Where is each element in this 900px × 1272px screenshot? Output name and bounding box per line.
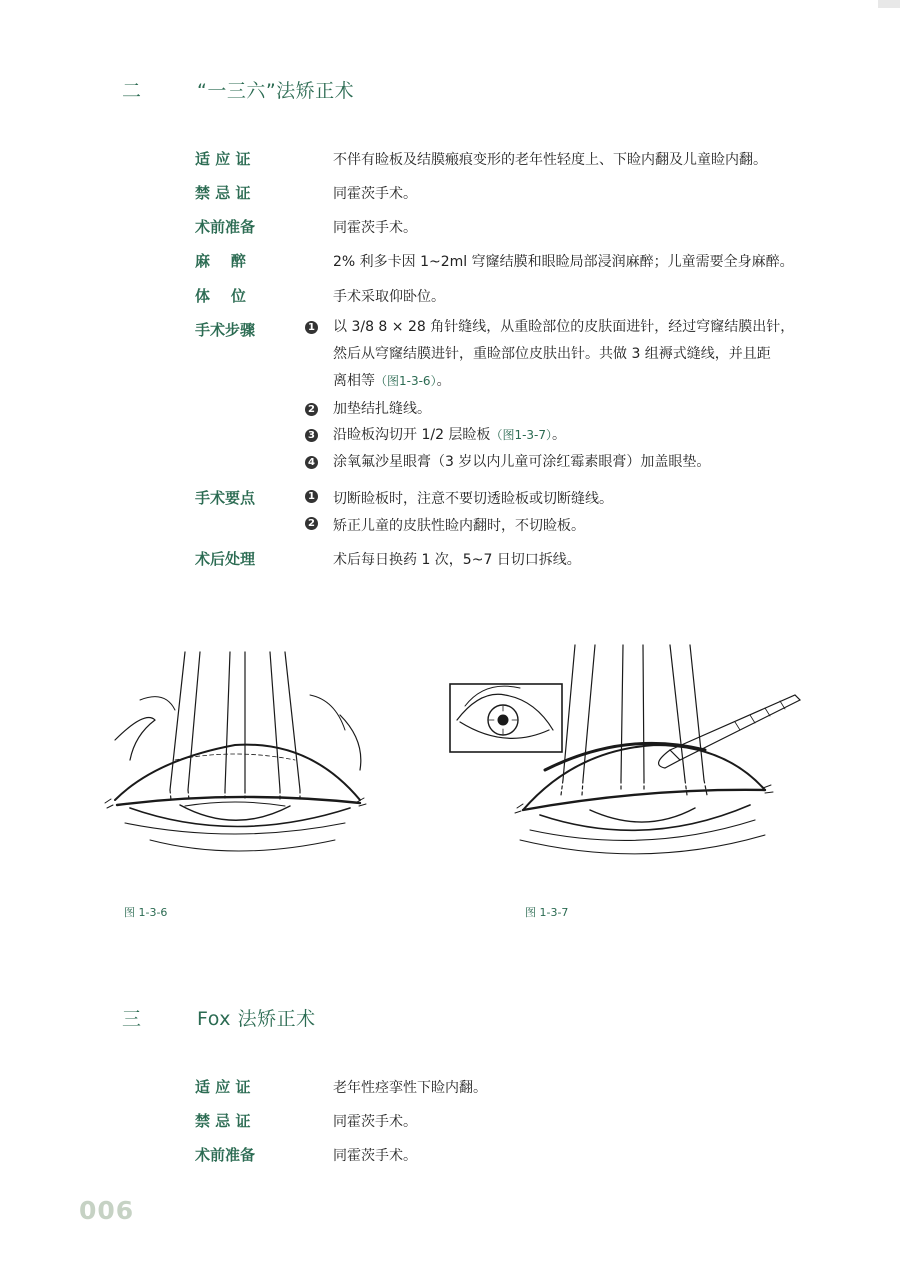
step-marker: 4 [305,456,318,469]
figure-caption: 图 1-3-7 [525,906,569,919]
text-indication: 不伴有睑板及结膜瘢痕变形的老年性轻度上、下睑内翻及儿童睑内翻。 [333,152,767,168]
section-number: 二 [122,80,142,102]
step-marker: 1 [305,321,318,334]
corner-mark [878,0,900,8]
step-line: 以 3/8 8 × 28 角针缝线，从重睑部位的皮肤面进针，经过穹窿结膜出针， [333,319,795,335]
label-postop: 术后处理 [195,550,256,568]
step-item [333,449,710,476]
step-item [333,396,431,423]
text-contraindication: 同霍茨手术。 [333,1114,417,1130]
step-line: 然后从穹窿结膜进针，重睑部位皮肤出针。共做 3 组褥式缝线，并且距 [333,346,771,362]
keypoint-text: 切断睑板时，注意不要切透睑板或切断缝线。 [333,491,613,507]
label-steps: 手术步骤 [195,321,256,339]
keypoint-text: 矫正儿童的皮肤性睑内翻时，不切睑板。 [333,518,585,534]
keypoint-marker: 2 [305,517,318,530]
figure-caption: 图 1-3-6 [124,906,168,919]
eyelid-incision-illustration [445,640,805,870]
step-item [333,314,794,395]
label-preop: 术前准备 [195,1146,256,1164]
figure-reference[interactable]: （图1-3-6） [375,374,437,388]
label-anesthesia: 麻 醉 [195,252,246,270]
text-indication: 老年性痉挛性下睑内翻。 [333,1080,487,1096]
keypoint-marker: 1 [305,490,318,503]
section-number: 三 [122,1008,142,1030]
step-text: 沿睑板沟切开 1/2 层睑板 [333,427,491,443]
eyelid-suture-illustration [95,640,385,870]
label-indication: 适 应 证 [195,1078,251,1096]
section-title: “一三六”法矫正术 [197,80,355,102]
text-postop: 术后每日换药 1 次，5~7 日切口拆线。 [333,552,581,568]
text-contraindication: 同霍茨手术。 [333,186,417,202]
step-line: 涂氧氟沙星眼膏（3 岁以内儿童可涂红霉素眼膏）加盖眼垫。 [333,454,711,470]
text-position: 手术采取仰卧位。 [333,289,445,305]
step-marker: 3 [305,429,318,442]
label-contraindication: 禁 忌 证 [195,184,251,202]
step-line [333,368,794,395]
label-preop: 术前准备 [195,218,256,236]
text-anesthesia: 2% 利多卡因 1~2ml 穹窿结膜和眼睑局部浸润麻醉；儿童需要全身麻醉。 [333,254,794,270]
step-text: 离相等 [333,373,375,389]
text-preop: 同霍茨手术。 [333,220,417,236]
step-text-end: 。 [436,373,451,389]
text-preop: 同霍茨手术。 [333,1148,417,1164]
figure-reference[interactable]: （图1-3-7） [490,428,553,442]
step-text-end: 。 [552,427,567,443]
label-indication: 适 应 证 [195,150,251,168]
step-marker: 2 [305,403,318,416]
step-item [333,422,566,449]
label-keypoints: 手术要点 [195,489,256,507]
label-position: 体 位 [195,287,246,305]
section-title: Fox 法矫正术 [197,1008,316,1030]
page-number: 006 [79,1196,135,1225]
step-line: 加垫结扎缝线。 [333,401,431,417]
label-contraindication: 禁 忌 证 [195,1112,251,1130]
step-line [333,422,566,449]
